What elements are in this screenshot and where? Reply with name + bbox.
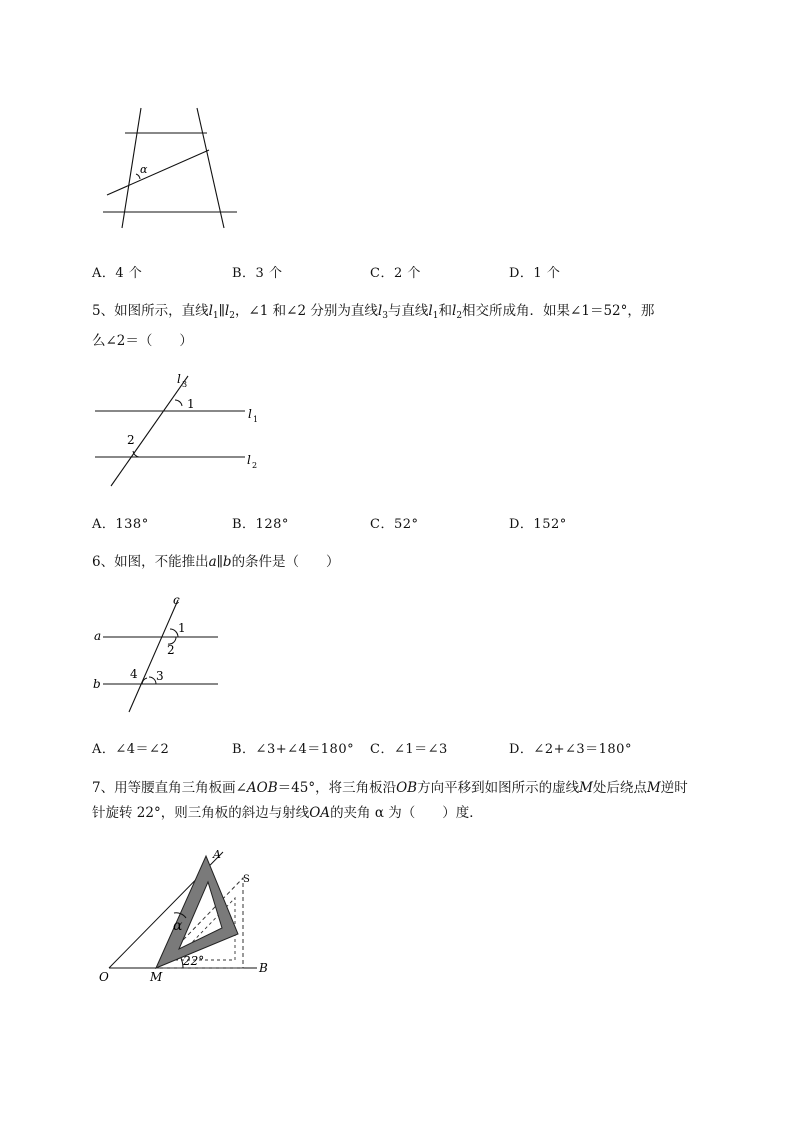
q7-var-ob: OB	[396, 780, 418, 796]
q5-label-l1-sub: 1	[253, 415, 259, 424]
q6-label-2: 2	[167, 643, 175, 657]
q4-figure	[95, 100, 245, 235]
q7-label-22deg: 22°	[183, 954, 205, 968]
q5-text-4: 和	[438, 303, 452, 319]
q7-label-M: M	[150, 970, 163, 984]
q7-figure	[95, 838, 285, 988]
q5-option-a[interactable]: A．138°	[92, 517, 149, 532]
q7-var-m2: M	[646, 780, 661, 796]
q6-label-b: b	[93, 677, 101, 691]
q6-parallel-symbol: ∥	[216, 554, 223, 570]
q5-stem-line1	[92, 299, 742, 329]
q7-label-A: A	[213, 848, 221, 861]
q6-label-a: a	[94, 629, 102, 643]
q4-option-a[interactable]: A．4 个	[92, 266, 143, 281]
q5-label-l2-sub: 2	[252, 461, 258, 470]
q6-var-a: a	[208, 554, 217, 570]
q5-text-2: ，∠1 和∠2 分别为直线	[234, 303, 378, 319]
q5-l1: l	[208, 303, 213, 319]
q7-text-7: 的夹角 α 为（ ）度．	[330, 805, 483, 821]
q7-var-aob: AOB	[246, 780, 278, 796]
q5-text-5: 相交所成角．如果∠1＝52°，那	[462, 303, 655, 319]
q5-line-l3	[111, 376, 188, 486]
q5-l2b: l	[451, 303, 457, 319]
q6-label-1: 1	[178, 621, 186, 635]
q4-option-c[interactable]: C．2 个	[370, 266, 421, 281]
q5-l3: l	[377, 303, 383, 319]
q5-option-c[interactable]: C．52°	[370, 517, 419, 532]
q7-text-2: ＝45°，将三角板沿	[277, 780, 397, 796]
q5-parallel-symbol: ∥	[218, 303, 225, 319]
q4-option-d[interactable]: D．1 个	[509, 266, 561, 281]
q5-label-angle1: 1	[187, 397, 195, 411]
q5-label-angle2: 2	[127, 433, 135, 447]
q4-line-right	[197, 108, 224, 228]
q6-text-2: 的条件是（ ）	[231, 554, 340, 570]
q5-l1b: l	[428, 303, 433, 319]
q5-text-3: 与直线	[387, 303, 429, 319]
q4-line-transversal	[107, 150, 209, 195]
q7-text-4: 处后绕点	[592, 780, 647, 796]
q6-option-b[interactable]: B．∠3+∠4＝180°	[232, 742, 355, 757]
q6-angle4-arc	[142, 678, 147, 684]
q5-l3-sub: 3	[382, 311, 388, 321]
q7-var-m: M	[579, 780, 593, 796]
q6-label-c: c	[173, 593, 180, 607]
q7-stem	[92, 776, 742, 826]
q5-l1b-sub: 1	[432, 311, 439, 321]
q5-stem-line2: 么∠2＝（ ）	[92, 333, 193, 349]
q6-figure	[90, 592, 225, 717]
q7-text-6: 针旋转 22°，则三角板的斜边与射线	[92, 805, 310, 821]
q7-label-S: S	[243, 874, 250, 885]
q5-option-d[interactable]: D．152°	[509, 517, 567, 532]
q6-stem	[92, 550, 742, 575]
q5-label-l3-sub: 3	[182, 380, 188, 389]
q6-option-d[interactable]: D．∠2+∠3＝180°	[509, 742, 632, 757]
q6-label-3: 3	[156, 669, 164, 683]
q7-label-B: B	[259, 961, 268, 975]
q7-var-oa: OA	[309, 805, 331, 821]
q5-l2b-sub: 2	[456, 311, 463, 321]
q5-option-b[interactable]: B．128°	[232, 517, 289, 532]
q5-label-l2: l	[247, 453, 251, 467]
q7-stem-line1	[92, 776, 742, 801]
q4-line-left	[122, 108, 141, 228]
q5-text-1: 5、如图所示，直线	[92, 303, 209, 319]
q5-angle1-arc	[175, 400, 182, 406]
q5-angle2-arc	[133, 451, 139, 457]
q5-stem	[92, 299, 742, 354]
q5-label-l3: l	[177, 372, 181, 386]
q6-option-a[interactable]: A．∠4＝∠2	[92, 742, 170, 757]
q7-stem-line2	[92, 801, 742, 826]
q7-label-alpha: α	[173, 918, 183, 934]
q4-option-b[interactable]: B．3 个	[232, 266, 283, 281]
q7-rotated-triangle	[156, 856, 238, 968]
q6-angle3-arc	[149, 677, 156, 684]
q6-angle1-arc	[170, 629, 178, 637]
q6-var-b: b	[222, 554, 232, 570]
q6-option-c[interactable]: C．∠1＝∠3	[370, 742, 448, 757]
q5-label-l1: l	[248, 407, 252, 421]
q4-alpha-label: α	[140, 163, 148, 176]
q7-text-1: 7、用等腰直角三角板画∠	[92, 780, 247, 796]
q5-l2-sub: 2	[229, 311, 235, 321]
q7-label-O: O	[99, 970, 109, 984]
q5-figure	[90, 368, 270, 493]
q7-text-5: 逆时	[660, 780, 688, 796]
q6-text-1: 6、如图，不能推出	[92, 554, 209, 570]
q6-label-4: 4	[130, 667, 138, 681]
q7-text-3: 方向平移到如图所示的虚线	[417, 780, 580, 796]
q5-l2: l	[224, 303, 230, 319]
q5-l1-sub: 1	[212, 311, 219, 321]
